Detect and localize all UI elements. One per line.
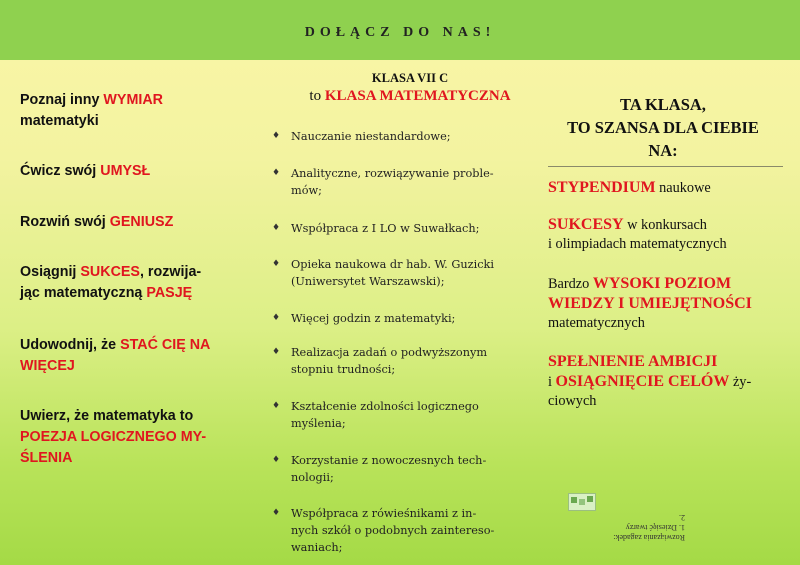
diamond-bullet-icon: ♦: [272, 347, 281, 357]
left-highlight: ŚLENIA: [20, 450, 73, 466]
left-highlight: WYMIAR: [103, 92, 163, 108]
list-item: ♦ Współpraca z I LO w Suwałkach;: [272, 222, 480, 235]
diamond-bullet-icon: ♦: [272, 401, 281, 411]
left-text: Osiągnij: [20, 264, 81, 280]
left-text: Rozwiń swój: [20, 214, 110, 230]
puzzle-answers-note: Rozwiązania zagadek: 1. Dziesięć twarzy 2.: [613, 513, 685, 542]
left-text: Uwierz, że matematyka to: [20, 408, 194, 424]
left-highlight: UMYSŁ: [100, 163, 151, 179]
left-item-sukces: [20, 262, 235, 304]
left-highlight: WIĘCEJ: [20, 358, 75, 374]
left-highlight: GENIUSZ: [109, 214, 174, 230]
left-item-wiecej: [20, 335, 235, 377]
right-item-stypendium: STYPENDIUM naukowe: [548, 179, 711, 196]
left-text: Udowodnij, że: [20, 337, 121, 353]
left-highlight: POEZJA LOGICZNEGO MY-: [20, 429, 207, 445]
left-text: jąc matematyczną: [20, 285, 147, 301]
middle-klasa-matematyczna: KLASA MATEMATYCZNA: [324, 88, 511, 104]
list-item: ♦ Analityczne, rozwiązywanie proble- mów;: [272, 167, 494, 197]
diamond-bullet-icon: ♦: [272, 259, 281, 269]
left-highlight: PASJĘ: [146, 285, 193, 301]
diamond-bullet-icon: ♦: [272, 455, 281, 465]
left-item-wymiar: [20, 90, 235, 132]
list-item: ♦ Kształcenie zdolności logicznego myślenia;: [272, 400, 479, 430]
left-text: , rozwija-: [139, 264, 202, 280]
middle-klasa-title: [265, 88, 555, 105]
list-item: ♦ Opieka naukowa dr hab. W. Guzicki (Uniwersytet Warszawski);: [272, 258, 495, 288]
left-item-geniusz: [20, 212, 235, 233]
left-text: matematyki: [20, 113, 99, 129]
right-item-ambicje: SPEŁNIENIE AMBICJI i OSIĄGNIĘCIE CELÓW ży- ciowych: [548, 353, 752, 409]
header-bar: [0, 0, 800, 60]
left-highlight: STAĆ CIĘ NA: [120, 337, 211, 353]
divider: [548, 166, 783, 167]
right-item-wysoki-poziom: Bardzo WYSOKI POZIOM WIEDZY I UMIEJĘTNOŚCI matematycznych: [548, 275, 752, 331]
puzzle-logo-icon: [568, 493, 596, 511]
list-item: ♦ Korzystanie z nowoczesnych tech- nologii;: [272, 454, 487, 484]
list-item: ♦ Współpraca z rówieśnikami z in- nych szkół o podobnych zaintereso- waniach;: [272, 507, 495, 554]
list-item: ♦ Realizacja zadań o podwyższonym stopniu trudności;: [272, 346, 488, 376]
list-item: ♦ Więcej godzin z matematyki;: [272, 312, 456, 325]
diamond-bullet-icon: ♦: [272, 168, 281, 178]
diamond-bullet-icon: ♦: [272, 313, 281, 323]
middle-klasa-label: KLASA VII C: [371, 71, 449, 85]
diamond-bullet-icon: ♦: [272, 131, 281, 141]
list-item: ♦ Nauczanie niestandardowe;: [272, 130, 451, 143]
page-title: DOŁĄCZ DO NAS!: [304, 25, 496, 40]
left-text: Poznaj inny: [20, 92, 104, 108]
middle-to: to: [309, 88, 325, 104]
right-item-sukcesy: SUKCESY w konkursach i olimpiadach matematycznych: [548, 216, 727, 252]
diamond-bullet-icon: ♦: [272, 223, 281, 233]
left-item-poezja: [20, 406, 235, 469]
left-item-umysl: [20, 161, 235, 182]
right-heading: TA KLASA, TO SZANSA DLA CIEBIE NA:: [567, 95, 759, 160]
left-highlight: SUKCES: [80, 264, 140, 280]
diamond-bullet-icon: ♦: [272, 508, 281, 518]
left-text: Ćwicz swój: [20, 163, 101, 179]
